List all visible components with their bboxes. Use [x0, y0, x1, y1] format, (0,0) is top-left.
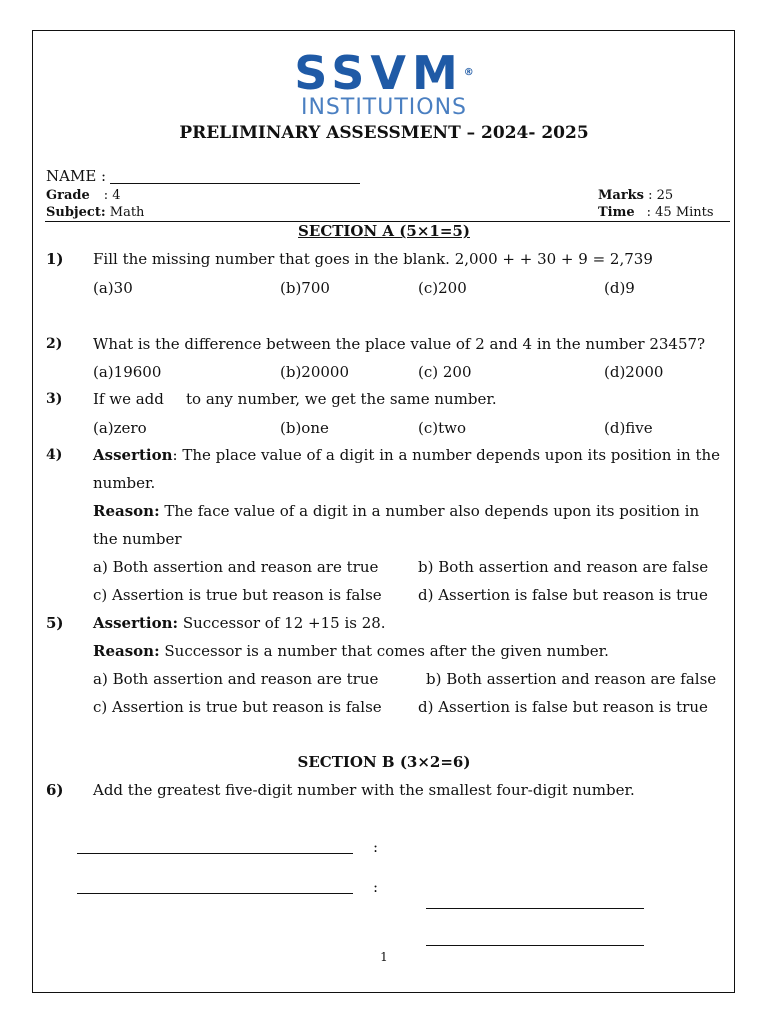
q2-text: What is the difference between the place value of 2 and 4 in the number 23457?	[93, 335, 706, 353]
q3-text-start: If we add	[93, 390, 164, 408]
q5-option-c[interactable]: c) Assertion is true but reason is false	[93, 698, 382, 716]
page-number: 1	[380, 950, 388, 964]
answer-blank-3[interactable]	[426, 908, 644, 909]
q5-option-a[interactable]: a) Both assertion and reason are true	[93, 670, 379, 688]
q1-option-d[interactable]: (d)9	[604, 279, 635, 297]
section-a-title: SECTION A (5×1=5)	[298, 222, 470, 240]
q5-assertion: Assertion: Successor of 12 +15 is 28.	[93, 614, 386, 632]
q4-reason-cont: the number	[93, 530, 182, 548]
q1-option-b[interactable]: (b)700	[280, 279, 330, 297]
q4-option-c[interactable]: c) Assertion is true but reason is false	[93, 586, 382, 604]
ssvm-logo: SSVM®	[294, 46, 474, 100]
q2-option-b[interactable]: (b)20000	[280, 363, 350, 381]
q2-option-d[interactable]: (d)2000	[604, 363, 664, 381]
q1-number: 1)	[46, 250, 64, 268]
q4-option-a[interactable]: a) Both assertion and reason are true	[93, 558, 379, 576]
q4-option-d[interactable]: d) Assertion is false but reason is true	[418, 586, 708, 604]
q5-reason: Reason: Successor is a number that comes after the given number.	[93, 642, 609, 660]
time-row: Time : 45 Mints	[598, 205, 714, 220]
q3-option-a[interactable]: (a)zero	[93, 419, 147, 437]
grade-row: Grade : 4	[46, 188, 121, 203]
q4-option-b[interactable]: b) Both assertion and reason are false	[418, 558, 709, 576]
q3-option-b[interactable]: (b)one	[280, 419, 329, 437]
answer-blank-1[interactable]	[77, 853, 353, 854]
q2-option-a[interactable]: (a)19600	[93, 363, 162, 381]
q4-assertion: Assertion: The place value of a digit in a number depends upon its position in the	[93, 446, 721, 464]
q6-number: 6)	[46, 781, 64, 799]
q5-option-b[interactable]: b) Both assertion and reason are false	[426, 670, 717, 688]
q4-number: 4)	[46, 447, 63, 463]
q3-option-c[interactable]: (c)two	[418, 419, 467, 437]
institutions-logo-text: INSTITUTIONS	[300, 95, 468, 120]
q5-option-d[interactable]: d) Assertion is false but reason is true	[418, 698, 708, 716]
q3-option-d[interactable]: (d)five	[604, 419, 653, 437]
answer-blank-4[interactable]	[426, 945, 644, 946]
q1-option-a[interactable]: (a)30	[93, 279, 133, 297]
subject-row: Subject: Math	[46, 205, 145, 220]
answer-colon-2: :	[373, 878, 379, 896]
marks-row: Marks : 25	[598, 188, 674, 203]
q5-number: 5)	[46, 614, 64, 632]
answer-colon-1: :	[373, 838, 379, 856]
q2-number: 2)	[46, 336, 63, 352]
section-b-title: SECTION B (3×2=6)	[297, 753, 471, 771]
q1-text: Fill the missing number that goes in the blank. 2,000 + + 30 + 9 = 2,739	[93, 250, 653, 268]
q2-option-c[interactable]: (c) 200	[418, 363, 472, 381]
q4-reason: Reason: The face value of a digit in a number also depends upon its position in	[93, 502, 700, 520]
q4-assertion-cont: number.	[93, 474, 156, 492]
q3-text-end: to any number, we get the same number.	[186, 390, 497, 408]
q6-text: Add the greatest five-digit number with the smallest four-digit number.	[93, 781, 635, 799]
name-blank[interactable]	[110, 183, 360, 184]
name-label: NAME :	[46, 167, 107, 185]
q1-option-c[interactable]: (c)200	[418, 279, 467, 297]
q3-number: 3)	[46, 391, 63, 407]
answer-blank-2[interactable]	[77, 893, 353, 894]
page-title: PRELIMINARY ASSESSMENT – 2024- 2025	[179, 123, 589, 143]
